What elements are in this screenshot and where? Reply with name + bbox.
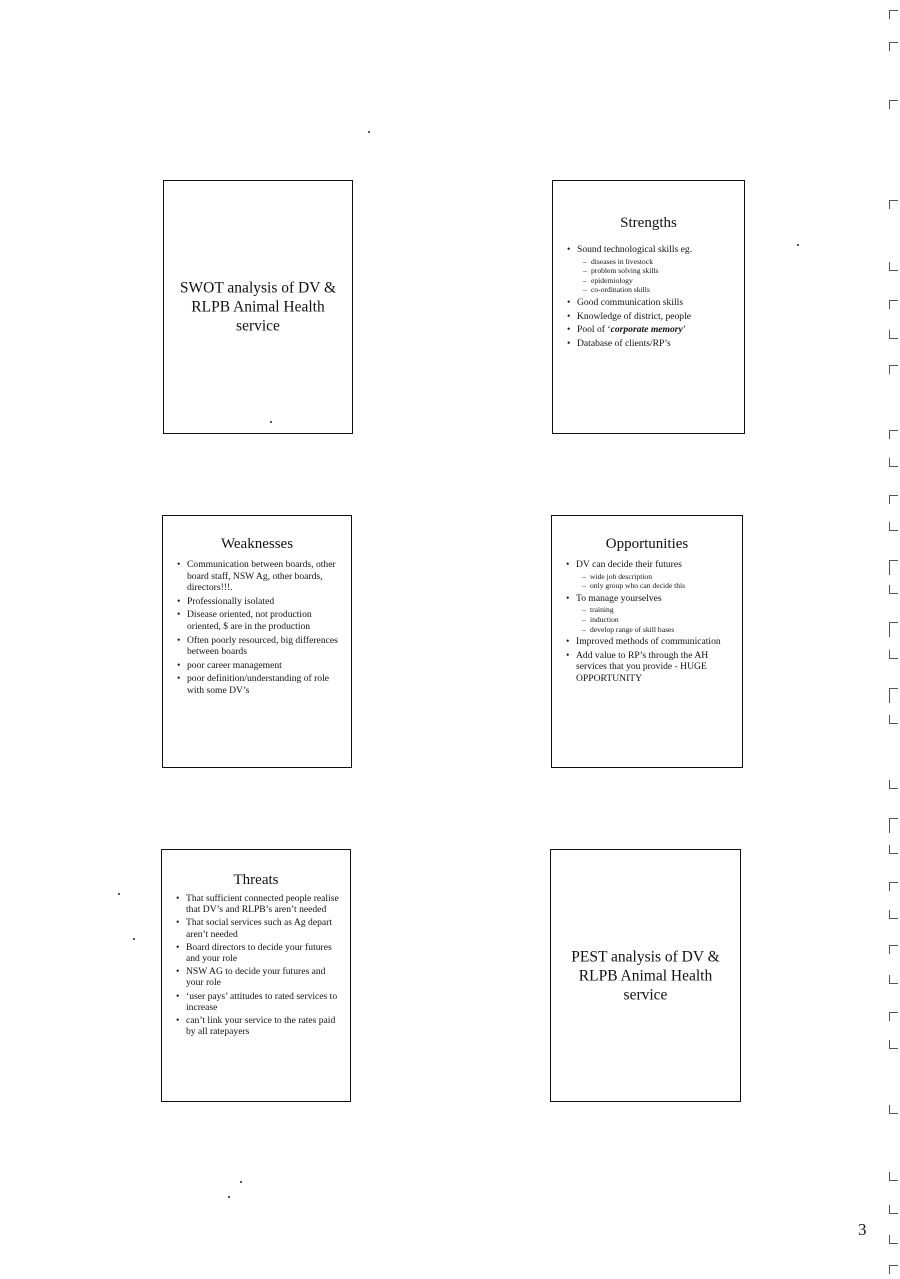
- list-item: • That social services such as Ag depart aren’t needed: [176, 917, 340, 939]
- scan-speck: [797, 244, 799, 246]
- list-item: • Sound technological skills eg. – diseases in livestock – problem solving skills – epidemiology – co-ordination skills: [567, 244, 734, 295]
- edge-mark: [889, 1235, 898, 1244]
- edge-mark: [889, 622, 898, 637]
- slide-swot-title: [163, 180, 353, 434]
- list-item: • Disease oriented, not production oriented, $ are in the production: [177, 609, 341, 632]
- scan-speck: [228, 1196, 230, 1198]
- edge-mark: [889, 458, 898, 467]
- threats-title: Threats: [233, 872, 279, 888]
- edge-mark: [889, 845, 898, 854]
- edge-mark: [889, 1172, 898, 1181]
- edge-mark: [889, 365, 898, 374]
- list-item: – wide job description: [582, 572, 732, 582]
- opportunities-title: Opportunities: [605, 536, 689, 552]
- slide-pest-title: [550, 849, 741, 1102]
- weaknesses-list: [163, 559, 351, 697]
- opportunities-sublist-manage: [576, 605, 732, 634]
- edge-mark: [889, 10, 898, 19]
- strengths-sublist: [577, 257, 734, 295]
- edge-mark: [889, 430, 898, 439]
- list-item: – induction: [582, 615, 732, 625]
- edge-mark: [889, 1205, 898, 1214]
- list-item: • Often poorly resourced, big differences between boards: [177, 635, 341, 658]
- opportunities-list: [552, 559, 742, 685]
- edge-mark: [889, 1012, 898, 1021]
- edge-mark: [889, 330, 898, 339]
- page-number: 3: [858, 1220, 867, 1239]
- list-item: – develop range of skill bases: [582, 625, 732, 635]
- scan-speck: [270, 421, 272, 423]
- edge-mark: [889, 200, 898, 209]
- edge-mark: [889, 688, 898, 703]
- edge-mark: [889, 100, 898, 109]
- slide-weaknesses: [162, 515, 352, 768]
- strengths-list: [553, 244, 744, 349]
- list-item: • DV can decide their futures – wide job description – only group who can decide this: [566, 559, 732, 591]
- list-item: • Good communication skills: [567, 297, 734, 309]
- edge-mark: [889, 300, 898, 309]
- edge-mark: [889, 585, 898, 594]
- edge-mark: [889, 715, 898, 724]
- list-item: – diseases in livestock: [583, 257, 734, 267]
- binding-edge-marks: [886, 0, 900, 1279]
- list-item: • Improved methods of communication: [566, 636, 732, 648]
- slide-threats: [161, 849, 351, 1102]
- edge-mark: [889, 42, 898, 51]
- list-item: • Database of clients/RP’s: [567, 338, 734, 350]
- weaknesses-title: Weaknesses: [220, 536, 294, 552]
- list-item: • poor career management: [177, 660, 341, 672]
- list-item: • To manage yourselves – training – induction – develop range of skill bases: [566, 593, 732, 634]
- list-item: – problem solving skills: [583, 266, 734, 276]
- edge-mark: [889, 975, 898, 984]
- list-item: – only group who can decide this: [582, 581, 732, 591]
- list-item: • That sufficient connected people realise that DV’s and RLPB’s aren’t needed: [176, 893, 340, 915]
- list-item: • NSW AG to decide your futures and your role: [176, 966, 340, 988]
- edge-mark: [889, 910, 898, 919]
- edge-mark: [889, 780, 898, 789]
- list-item: • Professionally isolated: [177, 596, 341, 608]
- scan-speck: [368, 131, 370, 133]
- scan-speck: [133, 938, 135, 940]
- pest-title-text: PEST analysis of DV & RLPB Animal Health service: [571, 948, 720, 1003]
- list-item: • Pool of ‘corporate memory’: [567, 324, 734, 336]
- edge-mark: [889, 1040, 898, 1049]
- list-item: • poor definition/understanding of role with some DV’s: [177, 673, 341, 696]
- swot-title-text: SWOT analysis of DV & RLPB Animal Health service: [179, 279, 337, 335]
- edge-mark: [889, 882, 898, 891]
- corporate-memory-emphasis: corporate memory: [610, 324, 683, 336]
- list-item: • Add value to RP’s through the AH services that you provide - HUGE OPPORTUNITY: [566, 650, 732, 685]
- list-item: • Communication between boards, other board staff, NSW Ag, other boards, directors!!!.: [177, 559, 341, 594]
- edge-mark: [889, 1265, 898, 1274]
- edge-mark: [889, 818, 898, 833]
- list-item: • ‘user pays’ attitudes to rated services to increase: [176, 991, 340, 1013]
- list-item: – co-ordination skills: [583, 285, 734, 295]
- slide-strengths: [552, 180, 745, 434]
- slide-opportunities: [551, 515, 743, 768]
- scan-speck: [240, 1181, 242, 1183]
- edge-mark: [889, 495, 898, 504]
- edge-mark: [889, 650, 898, 659]
- edge-mark: [889, 262, 898, 271]
- list-item: • Knowledge of district, people: [567, 311, 734, 323]
- list-item: – epidemiology: [583, 276, 734, 286]
- edge-mark: [889, 522, 898, 531]
- scan-speck: [118, 893, 120, 895]
- edge-mark: [889, 1105, 898, 1114]
- list-item: – training: [582, 605, 732, 615]
- list-item: • Board directors to decide your futures and your role: [176, 942, 340, 964]
- list-item: • can’t link your service to the rates paid by all ratepayers: [176, 1015, 340, 1037]
- threats-list: [162, 893, 350, 1037]
- strengths-title: Strengths: [620, 215, 677, 231]
- edge-mark: [889, 945, 898, 954]
- edge-mark: [889, 560, 898, 575]
- opportunities-sublist-futures: [576, 572, 732, 591]
